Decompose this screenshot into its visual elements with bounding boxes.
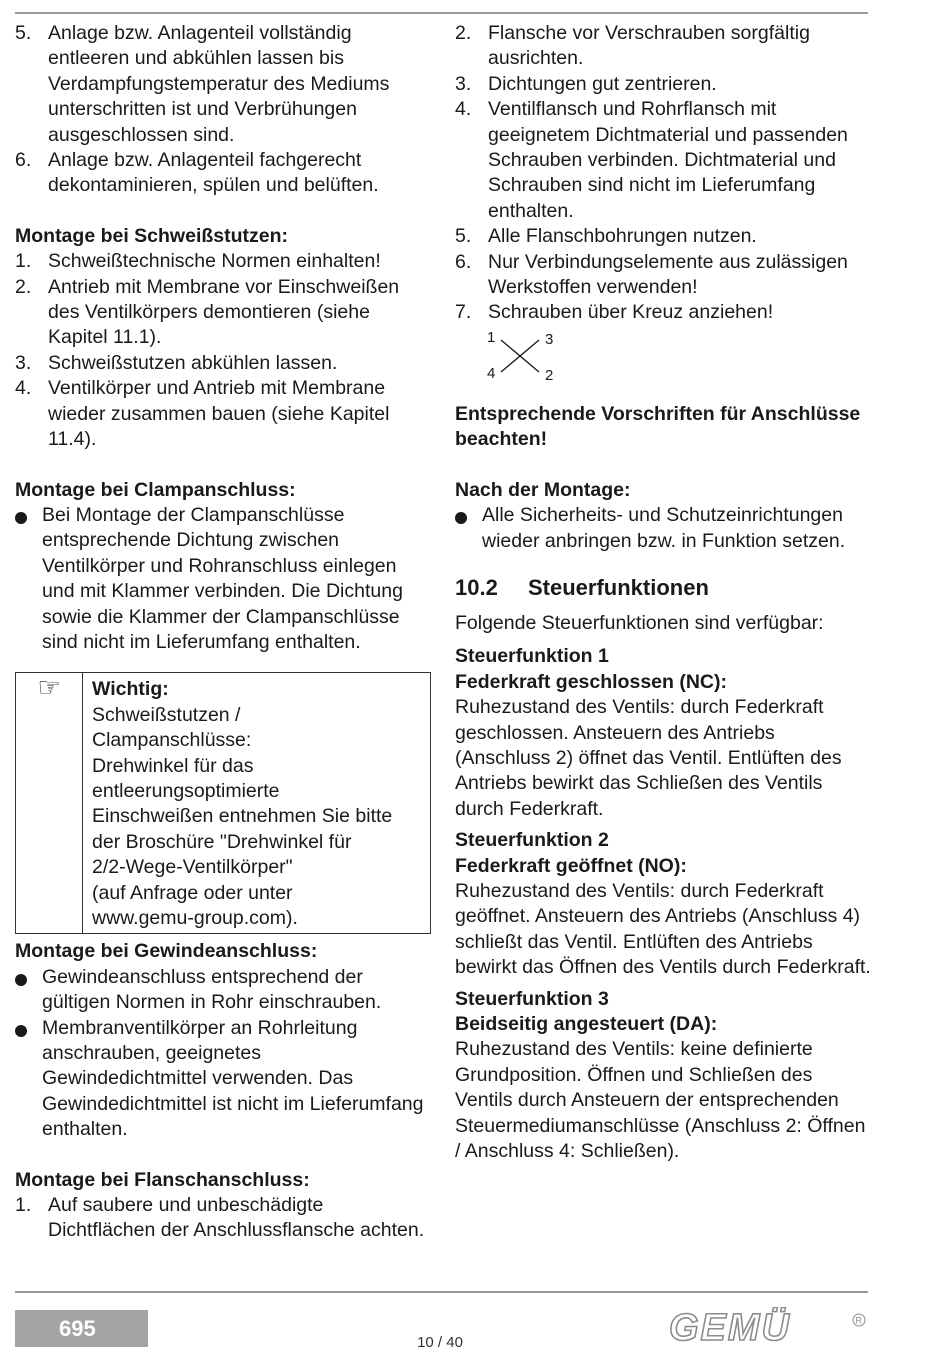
function-text: Ruhezustand des Ventils: durch Federkraft geöffnet. Ansteuern des Antriebs (Anschluss 4) schließt das Ventil. Entlüften des Antriebs bewirkt das Öffnen des Ventils durch Federkraft. xyxy=(455,879,871,979)
section-number: 10.2 xyxy=(455,574,498,600)
list-item: 4. Ventilflansch und Rohrflansch mit geeignetem Dichtmaterial und passenden Schrauben verbinden. Dichtmaterial und Schrauben sind nicht im Lieferumfang enthalten. xyxy=(455,98,848,222)
note-line: www.gemu-group.com). xyxy=(92,907,298,929)
nach-section xyxy=(455,478,875,554)
note-title: Wichtig: xyxy=(92,678,169,701)
gemu-logo-graphic xyxy=(667,1307,872,1349)
section-title: Steuerfunktionen xyxy=(528,574,709,600)
section-heading xyxy=(455,574,875,602)
function-text: Ruhezustand des Ventils: durch Federkraft geschlossen. Ansteuern des Antriebs (Anschluss 2) öffnet das Ventil. Entlüften des Antriebs bewirkt das Schließen des Ventils durch Federkraft. xyxy=(455,696,842,820)
list-item: 1. Schweißtechnische Normen einhalten! xyxy=(15,250,381,273)
clamp-section xyxy=(15,478,431,656)
footer-rule xyxy=(15,1291,868,1293)
function-title: Steuerfunktion 2 xyxy=(455,829,609,852)
flansch-section xyxy=(15,1168,431,1244)
page-number: 10 / 40 xyxy=(417,1334,463,1351)
list-item: 6. Nur Verbindungselemente aus zulässigen Werkstoffen verwenden! xyxy=(455,250,848,299)
bolt-cross-diagram xyxy=(487,328,567,384)
top-rule xyxy=(15,12,868,14)
function-title: Steuerfunktion 1 xyxy=(455,645,609,668)
logo-wordmark: GEMÜ xyxy=(669,1307,791,1349)
registered-mark-letter: R xyxy=(855,1315,862,1326)
gewinde-section xyxy=(15,939,431,1142)
function-subtitle: Federkraft geschlossen (NC): xyxy=(455,670,727,693)
list-item: 6. Anlage bzw. Anlagenteil fachgerecht dekontaminieren, spülen und belüften. xyxy=(15,149,379,197)
note-line: Drehwinkel für das xyxy=(92,754,254,777)
note-line: (auf Anfrage oder unter xyxy=(92,881,293,904)
right-column xyxy=(455,21,875,1170)
note-line: entleerungsoptimierte xyxy=(92,779,280,802)
clamp-heading: Montage bei Clampanschluss: xyxy=(15,478,296,501)
note-line: Schweißstutzen / xyxy=(92,703,241,726)
function-subtitle: Federkraft geöffnet (NO): xyxy=(455,854,687,877)
product-number-badge: 695 xyxy=(15,1310,148,1347)
function-text: Ruhezustand des Ventils: keine definierte Grundposition. Öffnen und Schließen des Ventils durch Ansteuern der entsprechenden Steuermediumanschlüsse (Anschluss 2: Öffnen / Anschluss 4: Schließen). xyxy=(455,1038,866,1163)
cross-lines xyxy=(487,330,567,380)
note-line: Einschweißen entnehmen Sie bitte xyxy=(92,805,393,828)
list-item: 5. Anlage bzw. Anlagenteil vollständig entleeren und abkühlen lassen bis Verdampfungstemperatur des Mediums unterschritten ist und Verbrühungen ausgeschlossen sind. xyxy=(15,22,390,146)
list-item: 5. Alle Flanschbohrungen nutzen. xyxy=(455,225,757,248)
schweiss-heading: Montage bei Schweißstutzen: xyxy=(15,224,289,247)
section-intro: Folgende Steuerfunktionen sind verfügbar: xyxy=(455,611,824,634)
list-item: 3. Dichtungen gut zentrieren. xyxy=(455,72,717,95)
gewinde-heading: Montage bei Gewindeanschluss: xyxy=(15,940,318,963)
gemu-logo xyxy=(667,1307,872,1356)
nach-heading: Nach der Montage: xyxy=(455,478,631,501)
pointing-hand-icon: ☞ xyxy=(16,673,83,933)
cross-label: 3 xyxy=(545,330,554,348)
cross-label: 2 xyxy=(545,366,554,384)
vorschriften-notice: Entsprechende Vorschriften für Anschlüsse beachten! xyxy=(455,402,861,451)
function-block xyxy=(455,987,875,1165)
list-item: Gewindeanschluss entsprechend der gültigen Normen in Rohr einschrauben. xyxy=(15,965,431,1016)
cross-label: 1 xyxy=(487,328,496,346)
function-subtitle: Beidseitig angesteuert (DA): xyxy=(455,1013,718,1035)
note-line: Clampanschlüsse: xyxy=(92,729,252,752)
left-column xyxy=(15,21,431,1244)
list-item: 7. Schrauben über Kreuz anziehen! xyxy=(455,301,774,324)
list-item: 1. Auf saubere und unbeschädigte Dichtflächen der Anschlussflansche achten. xyxy=(15,1194,425,1242)
note-line: der Broschüre "Drehwinkel für xyxy=(92,830,352,853)
cross-label: 4 xyxy=(487,364,496,382)
list-item: 4. Ventilkörper und Antrieb mit Membrane wieder zusammen bauen (siehe Kapitel 11.4). xyxy=(15,377,390,451)
list-item: 2. Antrieb mit Membrane vor Einschweißen des Ventilkörpers demontieren (siehe Kapitel 11.1). xyxy=(15,275,400,349)
note-line: 2/2-Wege-Ventilkörper" xyxy=(92,856,293,879)
function-title: Steuerfunktion 3 xyxy=(455,987,609,1010)
schweiss-section xyxy=(15,224,431,453)
list-item: 3. Schweißstutzen abkühlen lassen. xyxy=(15,351,338,374)
flansch-heading: Montage bei Flanschanschluss: xyxy=(15,1168,310,1191)
list-item: Bei Montage der Clampanschlüsse entsprechende Dichtung zwischen Ventilkörper und Rohranschluss einlegen und mit Klammer verbinden. Die Dichtung sowie die Klammer der Clampanschlüsse sind nicht im Lieferumfang enthalten. xyxy=(15,503,431,655)
steps-list-top xyxy=(15,21,431,199)
list-item: Alle Sicherheits- und Schutzeinrichtungen wieder anbringen bzw. in Funktion setzen. xyxy=(455,503,875,554)
function-block xyxy=(455,644,875,822)
important-note xyxy=(15,672,431,934)
list-item: Membranventilkörper an Rohrleitung anschrauben, geeignetes Gewindedichtmittel verwenden. Das Gewindedichtmittel ist nicht im Lieferumfang enthalten. xyxy=(15,1016,431,1143)
function-block xyxy=(455,828,875,980)
list-item: 2. Flansche vor Verschrauben sorgfältig ausrichten. xyxy=(455,22,810,70)
